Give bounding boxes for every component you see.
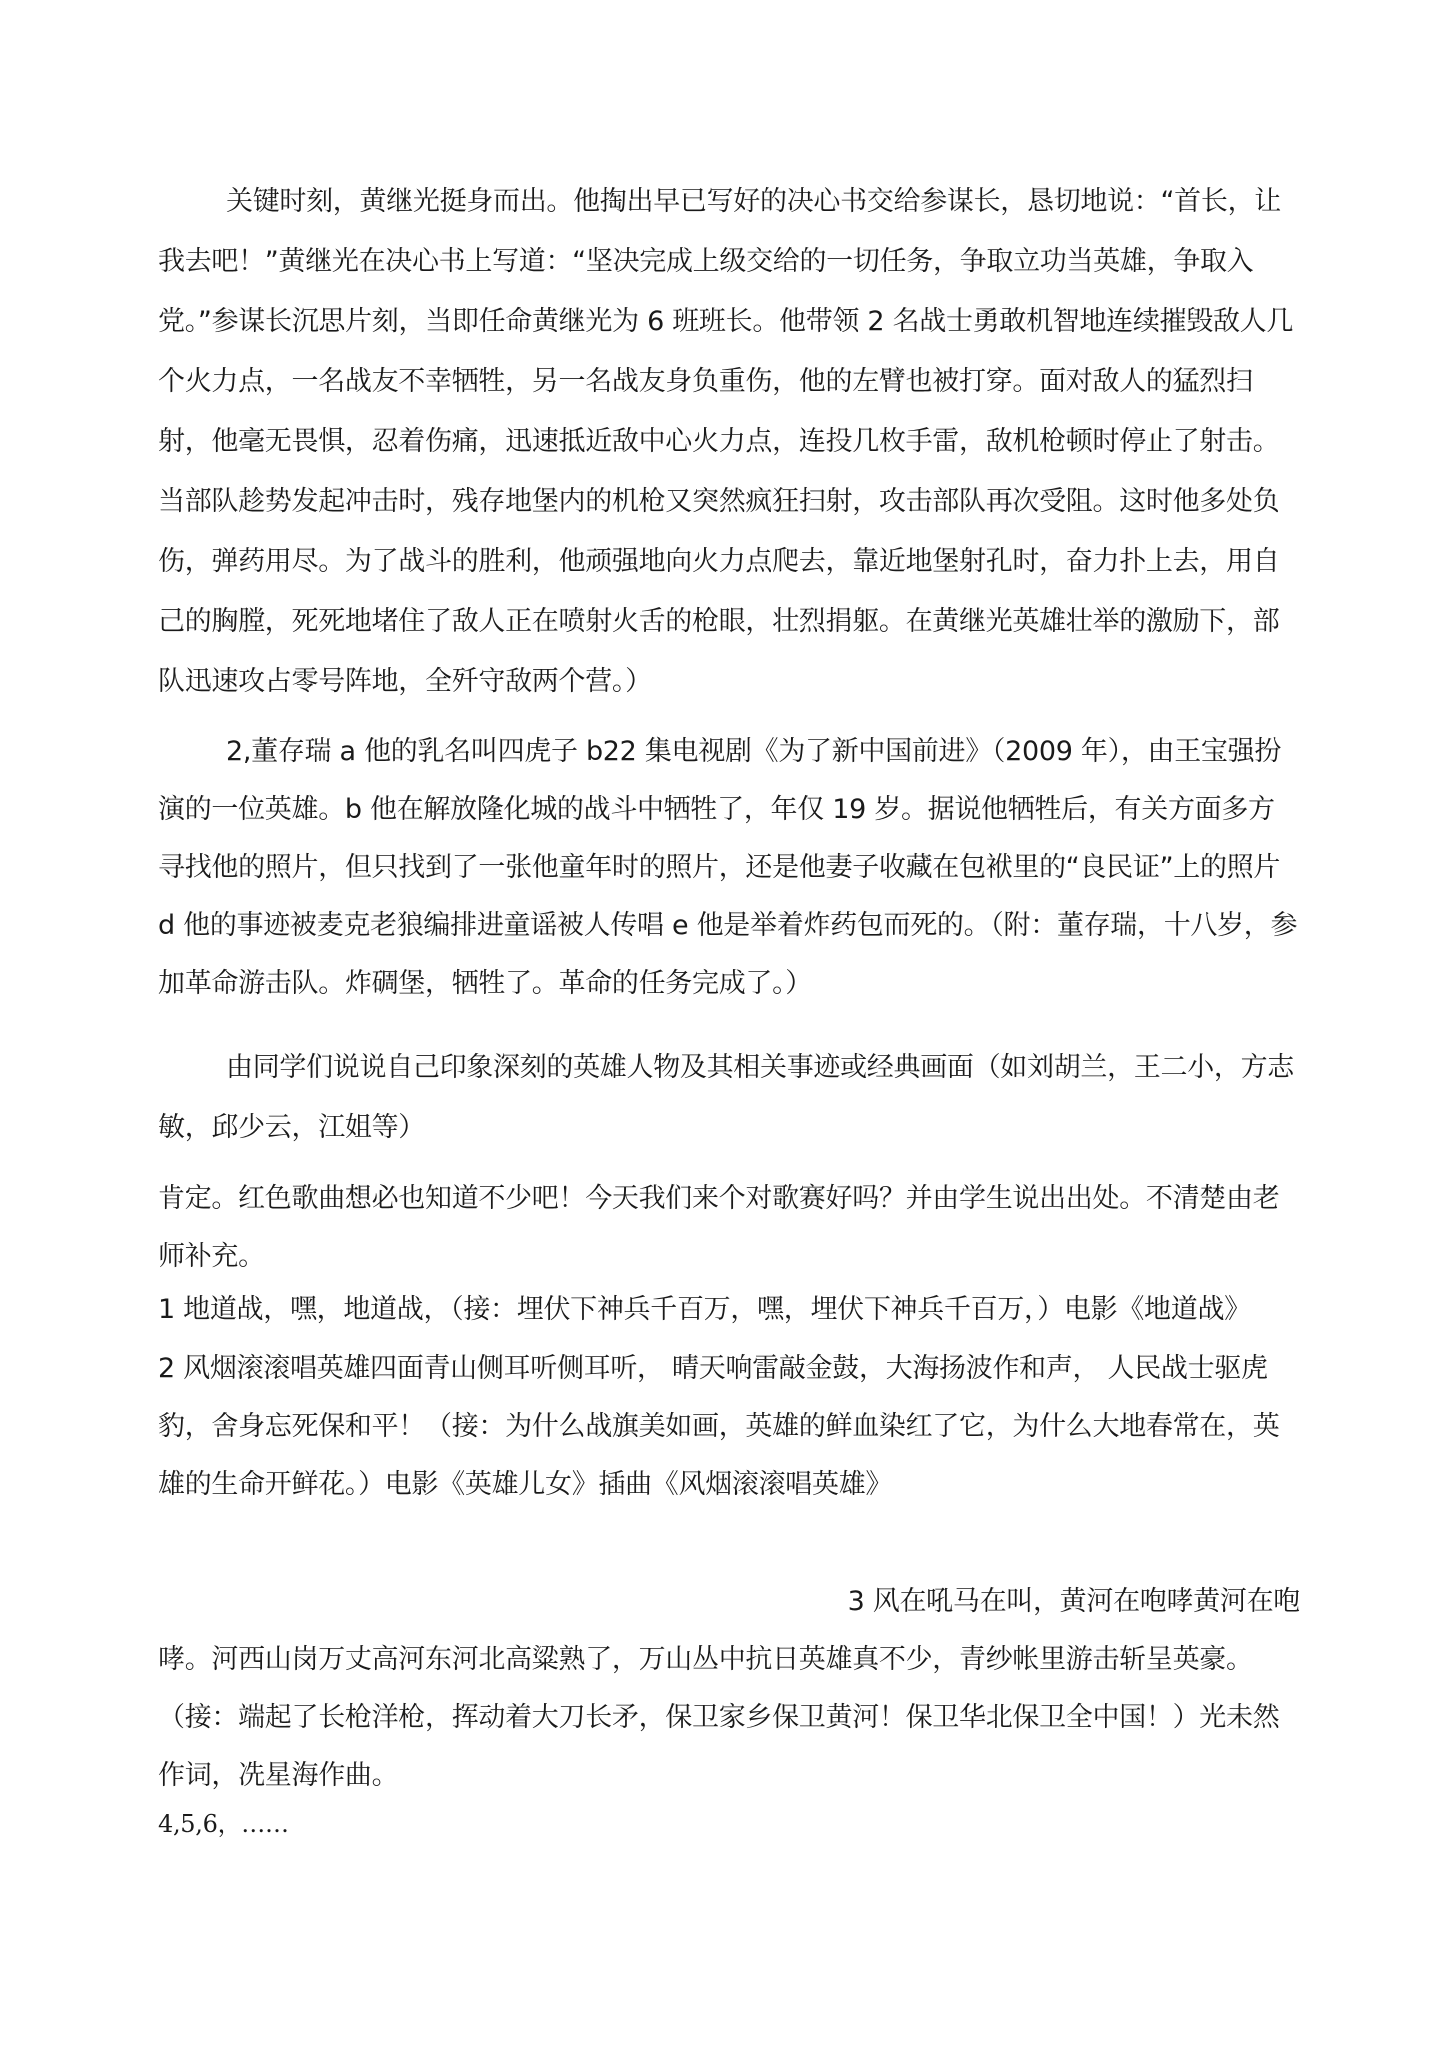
paragraph-dong-cunrui: 2,董存瑞 a 他的乳名叫四虎子 b22 集电视剧《为了新中国前进》（2009 年），由王宝强扮演的一位英雄。b 他在解放隆化城的战斗中牺牲了，年仅 19 岁。据说他牺牲后，有关方面多方寻找他的照片，但只找到了一张他童年时的照片，还是他妻子收藏在包袱里的“良民证”上的照片 d 他的事迹被麦克老狼编排进童谣被人传唱 e 他是举着炸药包而死的。（附：董存瑞，十八岁，参加革命游击队。炸碉堡，牺牲了。革命的任务完成了。）	[158, 736, 1298, 999]
song-item-3-body: 哮。河西山岗万丈高河东河北高粱熟了，万山丛中抗日英雄真不少，青纱帐里游击斩呈英豪。（接：端起了长枪洋枪，挥动着大刀长矛，保卫家乡保卫黄河！保卫华北保卫全中国！）光未然作词，冼星海作曲。	[158, 1644, 1280, 1791]
song-item-1: 1 地道战，嘿，地道战，（接：埋伏下神兵千百万，嘿，埋伏下神兵千百万，）电影《地道战》	[158, 1294, 1251, 1325]
paragraph-red-songs-intro: 肯定。红色歌曲想必也知道不少吧！今天我们来个对歌赛好吗？并由学生说出出处。不清楚由老师补充。	[158, 1183, 1280, 1272]
song-item-2: 2 风烟滚滚唱英雄四面青山侧耳听侧耳听， 晴天响雷敲金鼓，大海扬波作和声， 人民战士驱虎豹，舍身忘死保和平！（接：为什么战旗美如画，英雄的鲜血染红了它，为什么大地春常在，英雄的生命开鲜花。）电影《英雄儿女》插曲《风烟滚滚唱英雄》	[158, 1353, 1280, 1500]
song-item-more-text: 4,5,6，……	[158, 1810, 289, 1838]
song-item-3-lead: 3 风在吼马在叫，黄河在咆哮黄河在咆	[847, 1586, 1300, 1617]
song-item-3	[158, 1573, 1300, 1805]
song-item-more	[158, 1800, 1300, 1848]
paragraph-class-discussion: 由同学们说说自己印象深刻的英雄人物及其相关事迹或经典画面（如刘胡兰，王二小，方志敏，邱少云，江姐等）	[158, 1052, 1294, 1143]
paragraph-huang-jiguang: 关键时刻，黄继光挺身而出。他掏出早已写好的决心书交给参谋长，恳切地说：“首长，让我去吧！”黄继光在决心书上写道：“坚决完成上级交给的一切任务，争取立功当英雄，争取入党。”参谋长沉思片刻，当即任命黄继光为 6 班班长。他带领 2 名战士勇敢机智地连续摧毁敌人几个火力点，一名战友不幸牺牲，另一名战友身负重伤，他的左臂也被打穿。面对敌人的猛烈扫射，他毫无畏惧，忍着伤痛，迅速抵近敌中心火力点，连投几枚手雷，敌机枪顿时停止了射击。当部队趁势发起冲击时，残存地堡内的机枪又突然疯狂扫射，攻击部队再次受阻。这时他多处负伤，弹药用尽。为了战斗的胜利，他顽强地向火力点爬去，靠近地堡射孔时，奋力扑上去，用自己的胸膛，死死地堵住了敌人正在喷射火舌的枪眼，壮烈捐躯。在黄继光英雄壮举的激励下，部队迅速攻占零号阵地，全歼守敌两个营。）	[158, 186, 1294, 697]
